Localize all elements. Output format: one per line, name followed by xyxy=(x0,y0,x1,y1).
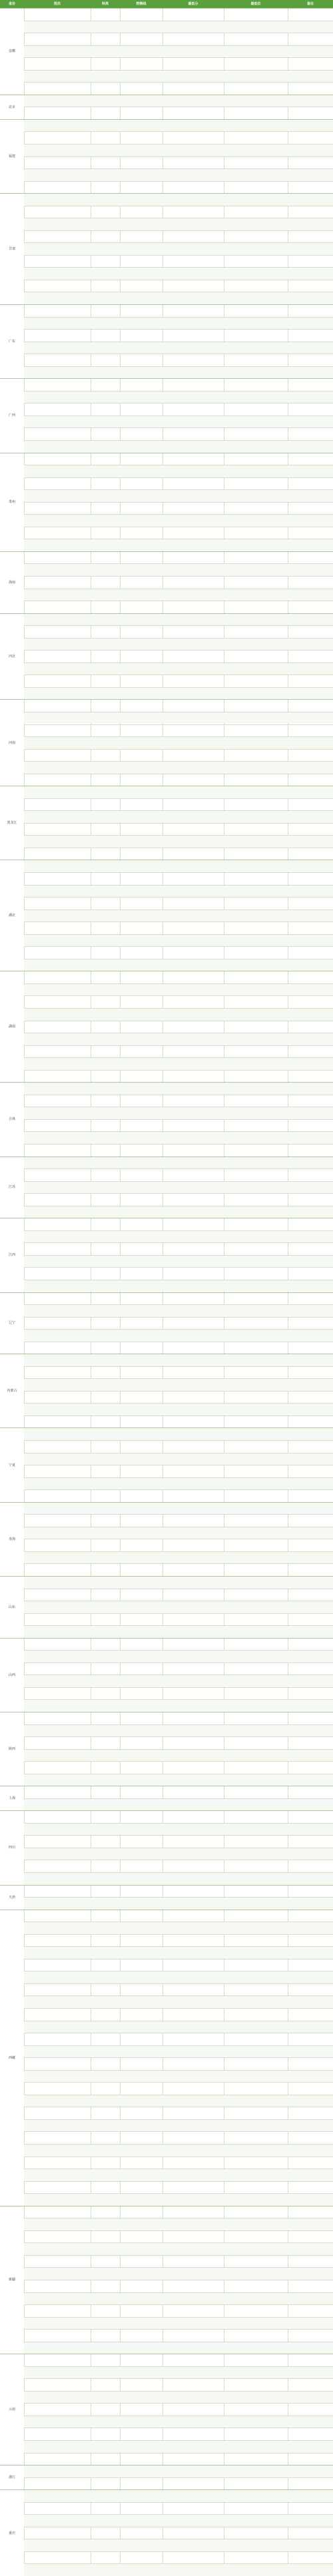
row-divider xyxy=(24,440,333,441)
province-cell: 辽宁 xyxy=(0,1292,24,1354)
table-row xyxy=(24,218,333,230)
table-row xyxy=(24,1280,333,1292)
row-divider xyxy=(24,1378,333,1379)
row-divider xyxy=(24,2267,333,2268)
table-row xyxy=(24,2070,333,2083)
table-row xyxy=(24,2489,333,2502)
province-cell: 甘肃 xyxy=(0,193,24,304)
table-row xyxy=(24,835,333,848)
row-divider xyxy=(24,1057,333,1058)
table-row xyxy=(24,662,333,675)
province-cell: 广西 xyxy=(0,378,24,452)
province-cell: 贵州 xyxy=(0,453,24,551)
row-divider xyxy=(24,921,333,922)
table-row xyxy=(24,1749,333,1762)
row-divider xyxy=(24,366,333,367)
table-row xyxy=(24,2218,333,2230)
province-divider xyxy=(0,1576,333,1577)
table-row xyxy=(24,2045,333,2058)
province-divider xyxy=(0,378,333,379)
header-control-line: 控制线 xyxy=(136,2,147,6)
header-min-rank: 最低位 xyxy=(250,2,261,6)
row-divider xyxy=(24,983,333,984)
province-cell: 河南 xyxy=(0,699,24,786)
table-row xyxy=(24,613,333,626)
table-row xyxy=(24,1131,333,1144)
row-divider xyxy=(24,1983,333,1984)
table-row xyxy=(24,934,333,947)
row-divider xyxy=(24,2181,333,2182)
province-cell: 江苏 xyxy=(0,1157,24,1218)
table-row xyxy=(24,95,333,107)
table-row xyxy=(24,1304,333,1317)
table-header xyxy=(0,0,333,8)
row-divider xyxy=(24,1613,333,1614)
row-divider xyxy=(24,1736,333,1737)
table-row xyxy=(24,736,333,749)
province-divider xyxy=(0,1502,333,1503)
row-divider xyxy=(24,1168,333,1169)
row-divider xyxy=(24,514,333,515)
table-row xyxy=(24,860,333,872)
row-divider xyxy=(24,810,333,811)
table-row xyxy=(24,2242,333,2255)
row-divider xyxy=(24,2144,333,2145)
table-row xyxy=(24,2193,333,2206)
row-divider xyxy=(24,909,333,910)
row-divider xyxy=(24,2502,333,2503)
table-row xyxy=(24,2119,333,2132)
province-cell: 重庆 xyxy=(0,2489,24,2576)
table-row xyxy=(24,440,333,453)
province-cell: 黑龙江 xyxy=(0,786,24,860)
province-cell: 河北 xyxy=(0,613,24,700)
province-divider xyxy=(0,1885,333,1886)
row-divider xyxy=(24,1946,333,1947)
row-divider xyxy=(24,2008,333,2009)
table-row xyxy=(24,2514,333,2527)
table-row xyxy=(24,21,333,33)
table-row xyxy=(24,267,333,280)
table-row xyxy=(24,589,333,601)
row-divider xyxy=(24,489,333,490)
table-row xyxy=(24,391,333,403)
province-cell: 广东 xyxy=(0,304,24,378)
table-row xyxy=(24,1033,333,1045)
province-cell: 湖北 xyxy=(0,860,24,971)
row-divider xyxy=(24,1798,333,1799)
row-divider xyxy=(24,1230,333,1231)
table-row xyxy=(24,2144,333,2157)
row-divider xyxy=(24,427,333,428)
table-row xyxy=(24,2366,333,2379)
row-divider xyxy=(24,1267,333,1268)
row-divider xyxy=(24,1045,333,1046)
table-row xyxy=(24,1354,333,1366)
row-divider xyxy=(24,2082,333,2083)
table-row xyxy=(24,168,333,181)
row-divider xyxy=(24,70,333,71)
row-divider xyxy=(24,2131,333,2132)
row-divider xyxy=(24,2514,333,2515)
header-batch: 批次 xyxy=(53,2,61,6)
row-divider xyxy=(24,168,333,169)
table-row xyxy=(24,1230,333,1243)
row-divider xyxy=(24,1193,333,1194)
table-row xyxy=(24,489,333,502)
table-row xyxy=(24,1008,333,1021)
table-row xyxy=(24,1453,333,1465)
row-divider xyxy=(24,1650,333,1651)
table-row xyxy=(24,2465,333,2477)
province-divider xyxy=(0,551,333,552)
table-row xyxy=(24,1650,333,1663)
table-row xyxy=(24,1181,333,1194)
row-divider xyxy=(24,885,333,886)
table-row xyxy=(24,1551,333,1564)
row-divider xyxy=(24,674,333,675)
province-cell: 宁夏 xyxy=(0,1427,24,1501)
table-row xyxy=(24,959,333,971)
table-row xyxy=(24,1699,333,1712)
row-divider xyxy=(24,946,333,947)
table-row xyxy=(24,242,333,255)
table-row xyxy=(24,1107,333,1119)
row-divider xyxy=(24,2329,333,2330)
table-row xyxy=(24,539,333,551)
header-category: 科类 xyxy=(101,2,109,6)
province-cell: 海南 xyxy=(0,551,24,613)
row-divider xyxy=(24,1119,333,1120)
row-divider xyxy=(24,1477,333,1478)
province-divider xyxy=(0,613,333,614)
table-row xyxy=(24,687,333,700)
province-divider xyxy=(0,1810,333,1811)
row-divider xyxy=(24,1724,333,1725)
row-divider xyxy=(24,1181,333,1182)
row-divider xyxy=(24,1835,333,1836)
row-divider xyxy=(24,156,333,157)
table-row xyxy=(24,1872,333,1885)
row-divider xyxy=(24,2230,333,2231)
row-divider xyxy=(24,82,333,83)
table-row xyxy=(24,1527,333,1539)
province-cell: 浙江 xyxy=(0,2465,24,2489)
row-divider xyxy=(24,1514,333,1515)
row-divider xyxy=(24,2551,333,2552)
row-divider xyxy=(24,724,333,725)
province-divider xyxy=(0,1292,333,1293)
table-row xyxy=(24,2342,333,2354)
row-divider xyxy=(24,181,333,182)
province-divider xyxy=(0,119,333,120)
row-divider xyxy=(24,2440,333,2441)
province-divider xyxy=(0,2489,333,2490)
table-row xyxy=(24,2267,333,2280)
table-row xyxy=(24,1995,333,2008)
province-cell: 天津 xyxy=(0,1885,24,1910)
row-divider xyxy=(24,1144,333,1145)
row-divider xyxy=(24,1403,333,1404)
table-row xyxy=(24,1403,333,1416)
province-cell: 山东 xyxy=(0,1576,24,1638)
row-divider xyxy=(24,2057,333,2058)
row-divider xyxy=(24,1242,333,1243)
row-divider xyxy=(24,242,333,243)
row-divider xyxy=(24,2391,333,2392)
row-divider xyxy=(24,872,333,873)
table-row xyxy=(24,144,333,156)
table-row xyxy=(24,638,333,650)
header-remark: 备注 xyxy=(306,2,314,6)
table-row xyxy=(24,712,333,724)
row-divider xyxy=(24,2304,333,2305)
province-divider xyxy=(0,304,333,305)
row-divider xyxy=(24,1131,333,1132)
table-row xyxy=(24,1946,333,1959)
row-divider xyxy=(24,1625,333,1626)
province-cell: 陕西 xyxy=(0,1712,24,1786)
province-divider xyxy=(0,1082,333,1083)
table-row xyxy=(24,317,333,330)
row-divider xyxy=(24,823,333,824)
table-row xyxy=(24,1378,333,1391)
row-divider xyxy=(24,2070,333,2071)
table-row xyxy=(24,909,333,922)
table-row xyxy=(24,1601,333,1613)
table-row xyxy=(24,415,333,428)
row-divider xyxy=(24,415,333,416)
province-cell: 内蒙古 xyxy=(0,1354,24,1427)
row-divider xyxy=(24,1995,333,1996)
table-row xyxy=(24,2021,333,2033)
table-row xyxy=(24,465,333,477)
table-row xyxy=(24,1427,333,1440)
table-row xyxy=(24,1971,333,1983)
row-divider xyxy=(24,563,333,564)
table-row xyxy=(24,1082,333,1095)
row-divider xyxy=(24,1934,333,1935)
row-divider xyxy=(24,1255,333,1256)
row-divider xyxy=(24,1897,333,1898)
table-row xyxy=(24,2391,333,2404)
table-row xyxy=(24,1502,333,1515)
province-cell: 吉林 xyxy=(0,1082,24,1156)
table-row xyxy=(24,1897,333,1910)
table-row xyxy=(24,761,333,774)
row-divider xyxy=(24,1391,333,1392)
table-row xyxy=(24,1774,333,1786)
row-divider xyxy=(24,1440,333,1441)
row-divider xyxy=(24,897,333,898)
row-divider xyxy=(24,1008,333,1009)
province-cell: 福建 xyxy=(0,119,24,193)
row-divider xyxy=(24,2563,333,2564)
row-divider xyxy=(24,2403,333,2404)
table-row xyxy=(24,2539,333,2551)
row-divider xyxy=(24,662,333,663)
table-row xyxy=(24,786,333,798)
row-divider xyxy=(24,1317,333,1318)
table-row xyxy=(24,2317,333,2330)
row-divider xyxy=(24,761,333,762)
table-row xyxy=(24,2416,333,2428)
province-cell: 新疆 xyxy=(0,2206,24,2354)
province-cell: 安徽 xyxy=(0,8,24,95)
province-cell: 山西 xyxy=(0,1638,24,1712)
table-row xyxy=(24,1823,333,1836)
header-province: 省份 xyxy=(8,2,15,6)
table-row xyxy=(24,1625,333,1638)
row-divider xyxy=(24,1749,333,1750)
row-divider xyxy=(24,2045,333,2046)
province-cell: 江西 xyxy=(0,1218,24,1292)
province-cell: 青海 xyxy=(0,1502,24,1576)
row-divider xyxy=(24,477,333,478)
table-row xyxy=(24,2563,333,2576)
province-divider xyxy=(0,193,333,194)
province-divider xyxy=(0,1427,333,1428)
header-min-score: 最低分 xyxy=(188,2,198,6)
row-divider xyxy=(24,267,333,268)
row-divider xyxy=(24,1823,333,1824)
table-row xyxy=(24,1798,333,1811)
row-divider xyxy=(24,2477,333,2478)
province-divider xyxy=(0,8,333,9)
table-row xyxy=(24,514,333,527)
table-row xyxy=(24,810,333,823)
row-divider xyxy=(24,329,333,330)
row-divider xyxy=(24,1070,333,1071)
row-divider xyxy=(24,1329,333,1330)
row-divider xyxy=(24,1699,333,1700)
table-row xyxy=(24,1329,333,1342)
table-row xyxy=(24,983,333,996)
table-row xyxy=(24,885,333,898)
row-divider xyxy=(24,2317,333,2318)
table-row xyxy=(24,1057,333,1070)
row-divider xyxy=(24,230,333,231)
row-divider xyxy=(24,131,333,132)
row-divider xyxy=(24,687,333,688)
table-row xyxy=(24,45,333,58)
row-divider xyxy=(24,45,333,46)
row-divider xyxy=(24,1761,333,1762)
row-divider xyxy=(24,576,333,577)
table-row xyxy=(24,1674,333,1687)
province-cell: 云南 xyxy=(0,2354,24,2465)
row-divider xyxy=(24,835,333,836)
table-row xyxy=(24,119,333,132)
table-row xyxy=(24,70,333,83)
province-cell: 湖南 xyxy=(0,971,24,1082)
row-divider xyxy=(24,1687,333,1688)
row-divider xyxy=(24,2378,333,2379)
table-row xyxy=(24,2095,333,2107)
table-row xyxy=(24,1255,333,1268)
table-row xyxy=(24,2292,333,2305)
table-row xyxy=(24,366,333,379)
province-divider xyxy=(0,699,333,700)
row-divider xyxy=(24,638,333,639)
table-row xyxy=(24,2440,333,2453)
row-divider xyxy=(24,1563,333,1564)
row-divider xyxy=(24,2242,333,2243)
table-row xyxy=(24,1206,333,1218)
table-row xyxy=(24,1724,333,1737)
province-cell: 四川 xyxy=(0,1810,24,1884)
row-divider xyxy=(24,1551,333,1552)
province-cell: 西藏 xyxy=(0,1910,24,2206)
row-divider xyxy=(24,1489,333,1490)
table-row xyxy=(24,1922,333,1934)
row-divider xyxy=(24,2193,333,2194)
table-row xyxy=(24,1576,333,1589)
row-divider xyxy=(24,749,333,750)
row-divider xyxy=(24,2255,333,2256)
table-row xyxy=(24,1848,333,1860)
row-divider xyxy=(24,57,333,58)
province-cell: 北京 xyxy=(0,95,24,119)
row-divider xyxy=(24,2366,333,2367)
row-divider xyxy=(24,798,333,799)
table-row xyxy=(24,1157,333,1169)
row-divider xyxy=(24,1304,333,1305)
table-row xyxy=(24,563,333,576)
province-cell: 上海 xyxy=(0,1786,24,1810)
table-row xyxy=(24,2169,333,2181)
row-divider xyxy=(24,625,333,626)
table-row xyxy=(24,193,333,206)
province-divider xyxy=(0,1638,333,1639)
table-row xyxy=(24,342,333,354)
row-divider xyxy=(24,934,333,935)
table-row xyxy=(24,1477,333,1490)
row-divider xyxy=(24,736,333,737)
row-divider xyxy=(24,2292,333,2293)
table-row xyxy=(24,292,333,304)
row-divider xyxy=(24,1872,333,1873)
row-divider xyxy=(24,317,333,318)
row-divider xyxy=(24,502,333,503)
row-divider xyxy=(24,255,333,256)
row-divider xyxy=(24,1674,333,1675)
row-divider xyxy=(24,2119,333,2120)
row-divider xyxy=(24,1366,333,1367)
row-divider xyxy=(24,995,333,996)
